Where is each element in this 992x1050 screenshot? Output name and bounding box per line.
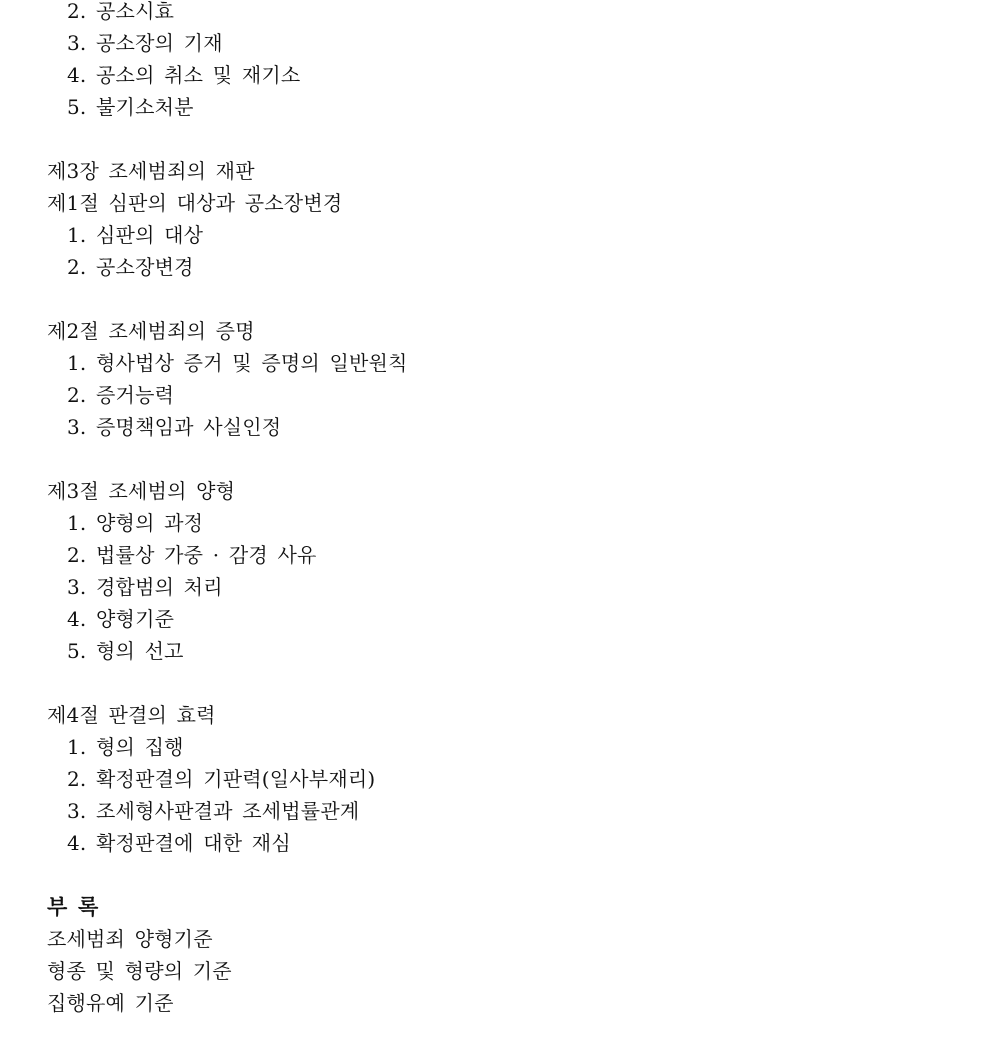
toc-item: 3. 조세형사판결과 조세법률관계	[67, 799, 360, 823]
toc-item: 3. 경합범의 처리	[67, 575, 223, 599]
toc-item: 2. 공소시효	[67, 0, 175, 23]
appendix-item: 조세범죄 양형기준	[47, 927, 213, 951]
appendix-title: 부 록	[47, 894, 99, 919]
appendix-item: 집행유예 기준	[47, 991, 174, 1015]
toc-item: 5. 형의 선고	[67, 639, 184, 663]
toc-item: 3. 공소장의 기재	[67, 31, 223, 55]
toc-item: 1. 심판의 대상	[67, 223, 204, 247]
section-title: 제3절 조세범의 양형	[47, 479, 236, 503]
toc-item: 4. 확정판결에 대한 재심	[67, 831, 291, 855]
toc-item: 2. 확정판결의 기판력(일사부재리)	[67, 767, 376, 791]
section-title: 제1절 심판의 대상과 공소장변경	[47, 191, 343, 215]
section-title: 제2절 조세범죄의 증명	[47, 319, 255, 343]
toc-item: 2. 증거능력	[67, 383, 175, 407]
toc-item: 4. 공소의 취소 및 재기소	[67, 63, 301, 87]
toc-item: 5. 불기소처분	[67, 95, 194, 119]
toc-item: 2. 법률상 가중 · 감경 사유	[67, 543, 317, 567]
toc-item: 1. 형의 집행	[67, 735, 184, 759]
toc-item: 4. 양형기준	[67, 607, 175, 631]
section-title: 제4절 판결의 효력	[47, 703, 216, 727]
toc-item: 1. 양형의 과정	[67, 511, 204, 535]
toc-item: 2. 공소장변경	[67, 255, 194, 279]
toc-item: 3. 증명책임과 사실인정	[67, 415, 282, 439]
chapter-title: 제3장 조세범죄의 재판	[47, 159, 255, 183]
toc-item: 1. 형사법상 증거 및 증명의 일반원칙	[67, 351, 408, 375]
appendix-item: 형종 및 형량의 기준	[47, 959, 232, 983]
